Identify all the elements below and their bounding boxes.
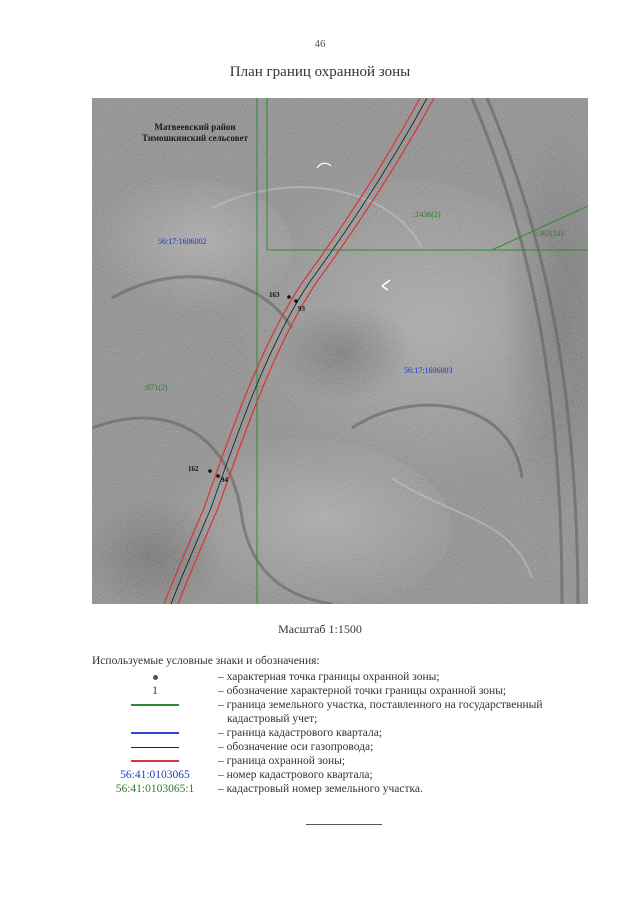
- legend-row-parcel-boundary-cont: [92, 712, 602, 726]
- area-label-council: Тимошкинский сельсовет: [142, 133, 248, 143]
- point-162[interactable]: [208, 469, 212, 473]
- area-label-district: Матвеевский район: [154, 122, 236, 132]
- legend-title: Используемые условные знаки и обозначения:: [92, 655, 320, 667]
- point-94[interactable]: [216, 474, 220, 478]
- legend-text: – характерная точка границы охранной зоны;: [218, 671, 440, 683]
- legend-row-parcel-boundary: [92, 698, 602, 712]
- legend-text: – кадастровый номер земельного участка.: [218, 783, 423, 795]
- blue-line-icon: [131, 732, 179, 734]
- legend-row-parcel-number: [92, 782, 602, 796]
- legend-row-protection-zone: [92, 754, 602, 768]
- legend-text: – граница земельного участка, поставленного на государственный: [218, 699, 543, 711]
- legend-text: – граница охранной зоны;: [218, 755, 346, 767]
- parcel-number-symbol: 56:41:0103065:1: [115, 783, 195, 795]
- legend-row-point-label: [92, 684, 602, 698]
- quarter-number-symbol: 56:41:0103065: [120, 769, 190, 781]
- map-canvas: [92, 98, 588, 604]
- point-label-162: 162: [188, 465, 199, 473]
- point-number-symbol: 1: [152, 685, 158, 697]
- legend-row-quarter-boundary: [92, 726, 602, 740]
- parcel-label-1436: :1436(2): [413, 210, 441, 219]
- page-number: 46: [314, 38, 326, 50]
- legend-row-point: [92, 670, 602, 684]
- black-line-icon: [131, 747, 179, 748]
- legend-text: – номер кадастрового квартала;: [218, 769, 373, 781]
- point-163[interactable]: [287, 295, 291, 299]
- point-label-94: 94: [221, 476, 228, 484]
- closing-rule: [306, 824, 382, 825]
- legend-row-quarter-number: [92, 768, 602, 782]
- quarter-label-1606003: 56:17:1606003: [404, 366, 453, 375]
- legend-row-pipeline-axis: [92, 740, 602, 754]
- point-label-93: 93: [298, 305, 305, 313]
- green-line-icon: [131, 704, 179, 706]
- map-view[interactable]: [92, 98, 588, 604]
- legend-text: кадастровый учет;: [227, 713, 318, 725]
- quarter-label-1606002: 56:17:1606002: [158, 237, 207, 246]
- parcel-label-671: :671(2): [144, 383, 168, 392]
- scale-label: Масштаб 1:1500: [278, 622, 362, 636]
- page-title: План границ охранной зоны: [229, 64, 411, 80]
- red-line-icon: [131, 760, 179, 762]
- point-label-163: 163: [269, 291, 280, 299]
- parcel-label-362: :362(24): [536, 229, 564, 238]
- point-93[interactable]: [294, 299, 298, 303]
- legend-text: – обозначение характерной точки границы охранной зоны;: [218, 685, 507, 697]
- area-label: [120, 122, 270, 144]
- legend: [92, 670, 602, 796]
- legend-text: – граница кадастрового квартала;: [218, 727, 383, 739]
- imagery-grain: [92, 98, 588, 604]
- legend-text: – обозначение оси газопровода;: [218, 741, 374, 753]
- dot-icon: [153, 675, 158, 680]
